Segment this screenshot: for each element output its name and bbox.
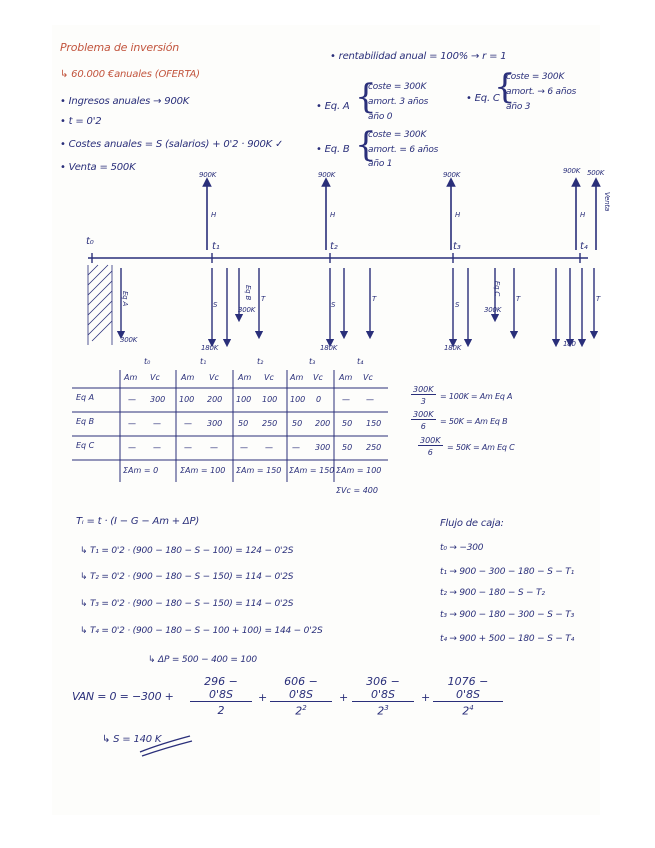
amort-result: = 100K = Am Eq A <box>440 392 513 401</box>
table-time-header: t₃ <box>309 357 316 366</box>
table-cell: 250 <box>262 419 278 428</box>
amort-result: = 50K = Am Eq B <box>440 417 508 426</box>
table-subheader: Am <box>124 373 138 382</box>
table-subheader: Vc <box>313 373 323 382</box>
equipo-c-line: coste = 300K <box>506 72 565 82</box>
van-term-denominator: $2^3$ <box>377 704 389 718</box>
fraction-denominator: 3 <box>420 397 426 406</box>
table-cell: 250 <box>366 443 382 452</box>
row-label: Eq A <box>76 393 95 402</box>
flujo-line: t₀ → −300 <box>440 543 484 553</box>
table-cell: — <box>265 443 273 452</box>
table-cell: 50 <box>342 419 353 428</box>
table-cell: 300 <box>150 395 166 404</box>
equipo-a-line: año 0 <box>368 112 393 122</box>
table-subheader: Vc <box>264 373 274 382</box>
table-cell: — <box>128 419 136 428</box>
venta-label: Venta <box>603 191 612 212</box>
table-sum: ΣAm = 0 <box>123 466 159 475</box>
equipo-a-line: coste = 300K <box>368 82 427 92</box>
plus-sign: + <box>421 691 431 704</box>
flujo-line: t₃ → 900 − 180 − 300 − S − T₃ <box>440 610 575 620</box>
flujo-line: t₄ → 900 + 500 − 180 − S − T₄ <box>440 634 575 644</box>
table-subheader: Am <box>238 373 252 382</box>
table-subheader: Am <box>290 373 304 382</box>
eq-a-arrow-label: Eq A <box>121 290 130 307</box>
table-cell: 300 <box>315 443 331 452</box>
t-label: T <box>516 295 521 303</box>
table-cell: 100 <box>262 395 278 404</box>
time-label: t₄ <box>580 241 588 252</box>
outflow-label: 180K <box>320 344 338 352</box>
outflow-label: 180 <box>563 340 576 348</box>
table-sum-vc: ΣVc = 400 <box>336 486 378 495</box>
time-label: t₂ <box>330 241 338 252</box>
h-label: H <box>580 211 586 219</box>
table-cell: — <box>292 443 300 452</box>
table-cell: 300 <box>207 419 223 428</box>
time-label: t₁ <box>212 241 220 252</box>
van-term-numerator: 606 − 0'8S <box>270 675 332 702</box>
s-label: S <box>331 301 336 309</box>
table-cell: — <box>128 443 136 452</box>
table-subheader: Am <box>181 373 195 382</box>
time-label: t₃ <box>453 241 461 252</box>
h-label: H <box>330 211 336 219</box>
income-label: 900K <box>443 171 461 179</box>
outflow-label: 180K <box>444 344 462 352</box>
table-cell: — <box>128 395 136 404</box>
offer-subtitle: ↳ 60.000 €anuales (OFERTA) <box>60 69 200 80</box>
brace-icon: { <box>494 67 516 107</box>
income-label: 900K <box>563 167 581 175</box>
tax-line: ↳ T₁ = 0'2 · (900 − 180 − S − 100) = 124 − 0'2S <box>80 546 294 556</box>
equipo-b-line: amort. = 6 años <box>368 145 439 155</box>
table-cell: 200 <box>315 419 331 428</box>
table-time-header: t₀ <box>144 357 151 366</box>
equipo-b-label: • Eq. B <box>316 144 350 155</box>
table-cell: 100 <box>290 395 306 404</box>
table-cell: — <box>184 443 192 452</box>
rentabilidad-note: • rentabilidad anual = 100% → r = 1 <box>330 51 507 62</box>
flujo-line: t₁ → 900 − 300 − 180 − S − T₁ <box>440 567 575 577</box>
table-sum: ΣAm = 150 <box>289 466 335 475</box>
table-cell: — <box>366 395 374 404</box>
equipo-c-line: amort. → 6 años <box>506 87 577 97</box>
tax-line: ↳ T₃ = 0'2 · (900 − 180 − S − 150) = 114 − 0'2S <box>80 599 294 609</box>
table-sum: ΣAm = 100 <box>336 466 382 475</box>
h-label: H <box>455 211 461 219</box>
van-term-numerator: 296 − 0'8S <box>190 675 252 702</box>
equipo-c-line: año 3 <box>506 102 531 112</box>
table-cell: 50 <box>342 443 353 452</box>
table-subheader: Vc <box>209 373 219 382</box>
table-time-header: t₂ <box>257 357 264 366</box>
table-cell: — <box>240 443 248 452</box>
equipo-b-line: coste = 300K <box>368 130 427 140</box>
h-label: H <box>211 211 217 219</box>
table-cell: — <box>184 419 192 428</box>
s-label: S <box>455 301 460 309</box>
amort-label: 300K <box>484 306 502 314</box>
table-subheader: Am <box>339 373 353 382</box>
fraction-denominator: 6 <box>420 422 426 431</box>
van-term-denominator: $2^4$ <box>462 704 474 718</box>
table-cell: 100 <box>236 395 252 404</box>
table-cell: 200 <box>207 395 223 404</box>
ingresos-note: • Ingresos anuales → 900K <box>60 96 190 107</box>
eq-b-arrow-label: Eq B <box>244 284 253 301</box>
t-label: T <box>261 295 266 303</box>
flujo-line: t₂ → 900 − 180 − S − T₂ <box>440 588 545 598</box>
table-subheader: Vc <box>150 373 160 382</box>
van-term-numerator: 1076 − 0'8S <box>433 675 503 702</box>
equipo-a-label: • Eq. A <box>316 101 350 112</box>
table-cell: 0 <box>316 395 322 404</box>
income-label: 900K <box>199 171 217 179</box>
table-cell: — <box>153 419 161 428</box>
fraction-denominator: 6 <box>427 448 433 457</box>
income-label: 900K <box>318 171 336 179</box>
t-label: T <box>372 295 377 303</box>
table-cell: 100 <box>179 395 195 404</box>
van-term-numerator: 306 − 0'8S <box>352 675 414 702</box>
table-cell: — <box>153 443 161 452</box>
table-cell: — <box>342 395 350 404</box>
outflow-label: 300K <box>120 336 138 344</box>
table-subheader: Vc <box>363 373 373 382</box>
brace-icon: { <box>355 77 377 117</box>
fraction-numerator: 300K <box>413 410 434 419</box>
van-result: ↳ S = 140 K <box>102 734 162 745</box>
time-label: t₀ <box>86 236 94 247</box>
eq-c-arrow-label: Eq C <box>493 280 502 297</box>
table-cell: 50 <box>238 419 249 428</box>
equipo-c-label: • Eq. C <box>466 93 500 104</box>
outflow-label: 180K <box>201 344 219 352</box>
row-label: Eq C <box>76 441 95 450</box>
plus-sign: + <box>339 691 349 704</box>
amort-result: = 50K = Am Eq C <box>447 443 515 452</box>
tax-rate-note: • t = 0'2 <box>60 116 102 127</box>
van-lhs: VAN = 0 = −300 + <box>72 690 174 703</box>
table-sum: ΣAm = 100 <box>180 466 226 475</box>
van-term-denominator: $2^2$ <box>295 704 307 718</box>
equipo-a-line: amort. 3 años <box>368 97 429 107</box>
flujo-title: Flujo de caja: <box>440 518 504 529</box>
table-cell: — <box>210 443 218 452</box>
table-cell: 50 <box>292 419 303 428</box>
s-label: S <box>213 301 218 309</box>
venta-note: • Venta = 500K <box>60 162 136 173</box>
costes-note: • Costes anuales = S (salarios) + 0'2 · 900K ✓ <box>60 139 284 150</box>
problem-title: Problema de inversión <box>60 41 180 54</box>
t-label: T <box>596 295 601 303</box>
table-time-header: t₁ <box>200 357 207 366</box>
tax-line: ↳ T₂ = 0'2 · (900 − 180 − S − 150) = 114 − 0'2S <box>80 572 294 582</box>
sale-label: 500K <box>587 169 605 177</box>
table-sum: ΣAm = 150 <box>236 466 282 475</box>
table-time-header: t₄ <box>357 357 364 366</box>
brace-icon: { <box>355 125 377 165</box>
fraction-numerator: 300K <box>413 385 434 394</box>
fraction-numerator: 300K <box>420 436 441 445</box>
equipo-b-line: año 1 <box>368 159 393 169</box>
van-term-denominator: 2 <box>217 704 225 717</box>
delta-p-line: ↳ ΔP = 500 − 400 = 100 <box>148 655 257 665</box>
tax-line: ↳ T₄ = 0'2 · (900 − 180 − S − 100 + 100) = 144 − 0'2S <box>80 626 323 636</box>
table-cell: 150 <box>366 419 382 428</box>
tax-formula: Tᵢ = t · (I − G − Am + ΔP) <box>76 516 200 527</box>
amort-label: 300K <box>238 306 256 314</box>
plus-sign: + <box>258 691 268 704</box>
row-label: Eq B <box>76 417 95 426</box>
